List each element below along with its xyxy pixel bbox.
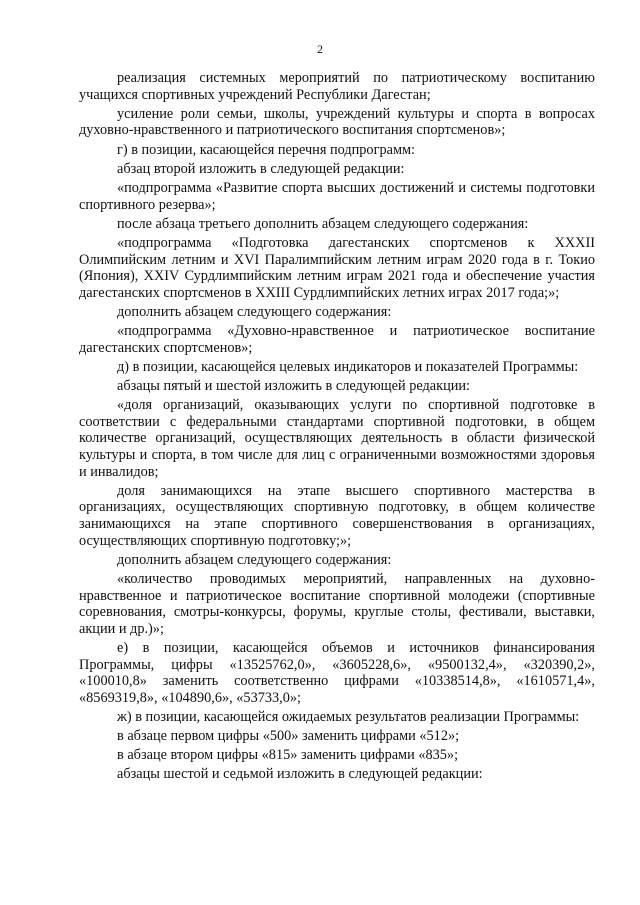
paragraph: абзац второй изложить в следующей редакции:: [117, 160, 405, 177]
paragraph: доля занимающихся на этапе высшего спортивного мастерства в организациях, осуществляющих спортивную подготовку, в общем количестве занимающихся на этапе спортивного совершенствования в организациях, осуществляющих спортивную подготовку;»;: [79, 482, 595, 549]
paragraph: реализация системных мероприятий по патриотическому воспитанию учащихся спортивных учреждений Республики Дагестан;: [79, 70, 595, 103]
paragraph: абзацы пятый и шестой изложить в следующей редакции:: [117, 378, 471, 395]
paragraph: «подпрограмма «Подготовка дагестанских спортсменов к XXXII Олимпийским летним и XVI Паралимпийским летним играм 2020 года в г. Токио (Япония), XXIV Сурдлимпийским летним играм 2021 года и обеспечение участия дагестанских спортсменов в XXIII Сурдлимпийских летних играх 2017 года;»;: [79, 234, 595, 301]
paragraph: дополнить абзацем следующего содержания:: [117, 303, 392, 320]
paragraph: в абзаце первом цифры «500» заменить цифрами «512»;: [117, 728, 460, 745]
paragraph: усиление роли семьи, школы, учреждений культуры и спорта в вопросах духовно-нравственного и патриотического воспитания спортсменов»;: [79, 105, 595, 139]
paragraph: дополнить абзацем следующего содержания:: [117, 551, 392, 568]
paragraph: «доля организаций, оказывающих услуги по спортивной подготовке в соответствии с федеральными стандартами спортивной подготовки, в общем количестве организаций, осуществляющих деятельность в области физической культуры и спорта, в том числе для лиц с ограниченными возможностями здоровья и инвалидов;: [79, 397, 595, 480]
paragraph: г) в позиции, касающейся перечня подпрограмм:: [117, 141, 416, 158]
paragraph: после абзаца третьего дополнить абзацем следующего содержания:: [117, 215, 529, 232]
paragraph: абзацы шестой и седьмой изложить в следующей редакции:: [117, 766, 483, 783]
document-body: [79, 70, 595, 786]
paragraph: д) в позиции, касающейся целевых индикаторов и показателей Программы:: [117, 358, 579, 375]
paragraph: «подпрограмма «Развитие спорта высших достижений и системы подготовки спортивного резерва»;: [79, 179, 595, 213]
paragraph: в абзаце втором цифры «815» заменить цифрами «835»;: [117, 747, 459, 764]
page-number: 2: [317, 42, 323, 56]
paragraph: ж) в позиции, касающейся ожидаемых результатов реализации Программы:: [117, 708, 580, 725]
paragraph: «подпрограмма «Духовно-нравственное и патриотическое воспитание дагестанских спортсменов»;: [79, 323, 595, 356]
paragraph: «количество проводимых мероприятий, направленных на духовно-нравственное и патриотическое воспитание спортивной молодежи (спортивные соревнования, смотры-конкурсы, форумы, круглые столы, фестивали, выставки, акции и др.)»;: [79, 570, 595, 637]
paragraph: е) в позиции, касающейся объемов и источников финансирования Программы, цифры «13525762,0», «3605228,6», «9500132,4», «320390,2», «100010,8» заменить соответственно цифрами «10338514,8», «1610571,4», «8569319,8», «104890,6», «53733,0»;: [79, 639, 595, 706]
